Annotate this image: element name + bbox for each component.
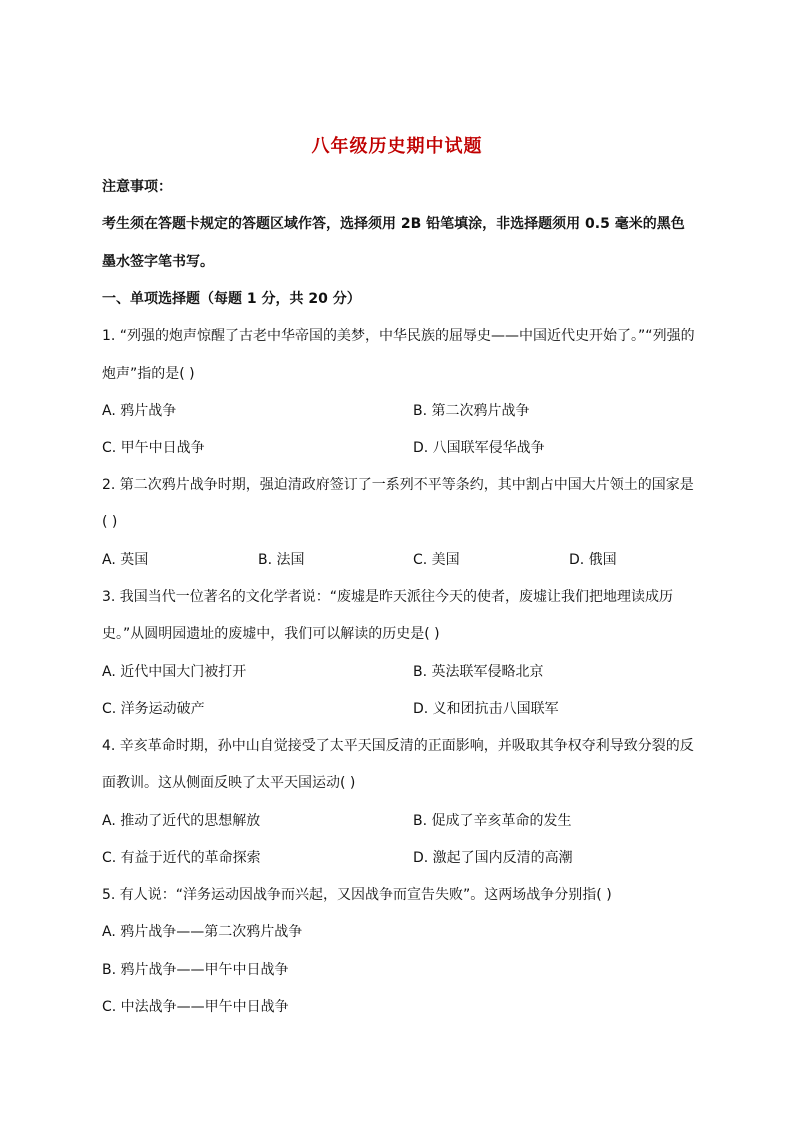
question-2-option-c: C. 美国 <box>413 552 460 568</box>
page-title: 八年级历史期中试题 <box>311 136 483 157</box>
question-4-option-b: B. 促成了辛亥革命的发生 <box>413 813 572 829</box>
notice-line-1: 考生须在答题卡规定的答题区域作答，选择须用 2B 铅笔填涂，非选择题须用 0.5 毫米的黑色 <box>102 216 685 232</box>
question-4-option-c: C. 有益于近代的革命探索 <box>102 850 261 866</box>
question-2-option-a: A. 英国 <box>102 552 149 568</box>
question-1-option-d: D. 八国联军侵华战争 <box>413 440 545 456</box>
question-2-stem-line-1: 2. 第二次鸦片战争时期，强迫清政府签订了一系列不平等条约，其中割占中国大片领土的国家是 <box>102 477 694 493</box>
question-1-option-b: B. 第二次鸦片战争 <box>413 403 530 419</box>
question-4-option-a: A. 推动了近代的思想解放 <box>102 813 261 829</box>
question-3-option-b: B. 英法联军侵略北京 <box>413 664 544 680</box>
question-3-option-a: A. 近代中国大门被打开 <box>102 664 247 680</box>
question-4-stem-line-1: 4. 辛亥革命时期，孙中山自觉接受了太平天国反清的正面影响，并吸取其争权夺利导致分裂的反 <box>102 738 694 754</box>
question-5-option-a: A. 鸦片战争——第二次鸦片战争 <box>102 924 303 940</box>
question-2-option-b: B. 法国 <box>258 552 305 568</box>
question-1-stem-line-2: 炮声”指的是( ) <box>102 366 195 382</box>
question-3-option-d: D. 义和团抗击八国联军 <box>413 701 559 717</box>
question-2-stem-line-2: ( ) <box>102 514 118 530</box>
question-1-option-c: C. 甲午中日战争 <box>102 440 205 456</box>
question-5-stem-line-1: 5. 有人说：“洋务运动因战争而兴起，又因战争而宣告失败”。这两场战争分别指( ) <box>102 887 612 903</box>
notice-line-2: 墨水签字笔书写。 <box>102 254 214 270</box>
question-3-stem-line-2: 史。”从圆明园遗址的废墟中，我们可以解读的历史是( ) <box>102 626 440 642</box>
notice-heading: 注意事项： <box>102 179 172 195</box>
question-5-option-b: B. 鸦片战争——甲午中日战争 <box>102 962 289 978</box>
question-5-option-c: C. 中法战争——甲午中日战争 <box>102 999 289 1015</box>
section-heading: 一、单项选择题（每题 1 分，共 20 分） <box>102 291 361 307</box>
question-2-option-d: D. 俄国 <box>569 552 617 568</box>
question-1-option-a: A. 鸦片战争 <box>102 403 177 419</box>
question-3-stem-line-1: 3. 我国当代一位著名的文化学者说：“废墟是昨天派往今天的使者，废墟让我们把地理读成历 <box>102 589 674 605</box>
question-1-stem-line-1: 1. “列强的炮声惊醒了古老中华帝国的美梦，中华民族的屈辱史——中国近代史开始了。”“列强的 <box>102 328 695 344</box>
question-4-stem-line-2: 面教训。这从侧面反映了太平天国运动( ) <box>102 775 356 791</box>
question-3-option-c: C. 洋务运动破产 <box>102 701 205 717</box>
question-4-option-d: D. 激起了国内反清的高潮 <box>413 850 573 866</box>
